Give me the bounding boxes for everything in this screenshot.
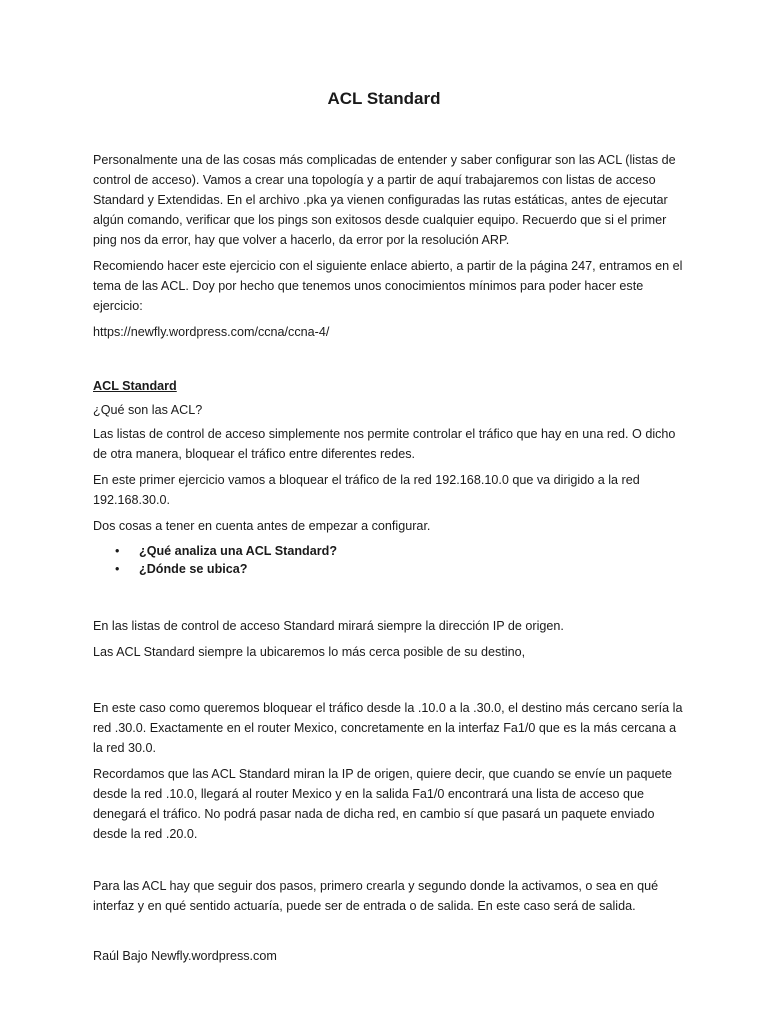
- reference-link[interactable]: https://newfly.wordpress.com/ccna/ccna-4/: [93, 325, 330, 339]
- bullet-icon: •: [115, 544, 120, 558]
- answer-paragraph-2: Las ACL Standard siempre la ubicaremos lo más cerca posible de su destino,: [93, 645, 526, 659]
- intro-paragraph-2: Recomiendo hacer este ejercicio con el siguiente enlace abierto, a partir de la página 247, entramos en el tema de las ACL. Doy por hecho que tenemos unos conocimientos mínimos para poder hacer este ejercicio:: [93, 259, 683, 313]
- bullet-icon: •: [115, 562, 120, 576]
- definition-paragraph: Las listas de control de acceso simplemente nos permite controlar el tráfico que hay en una red. O dicho de otra manera, bloquear el tráfico entre diferentes redes.: [93, 427, 676, 461]
- answer-paragraph-1: En las listas de control de acceso Standard mirará siempre la dirección IP de origen.: [93, 619, 564, 633]
- exercise-paragraph: En este primer ejercicio vamos a bloquear el tráfico de la red 192.168.10.0 que va dirigido a la red 192.168.30.0.: [93, 473, 640, 507]
- page-title: ACL Standard: [327, 89, 441, 108]
- intro-paragraph-1: Personalmente una de las cosas más complicadas de entender y saber configurar son las ACL (listas de control de acceso). Vamos a crear una topología y a partir de aquí trabajaremos con listas de acceso Standard y Extendidas. En el archivo .pka ya vienen configuradas las rutas estáticas, antes de ejecutar algún comando, verificar que los pings son exitosos desde cualquier equipo. Recuerdo que si el primer ping nos da error, hay que volver a hacerlo, da error por la resolución ARP.: [93, 153, 676, 247]
- page-footer: Raúl Bajo Newfly.wordpress.com: [93, 949, 277, 963]
- list-item: [93, 560, 683, 578]
- section-heading: ACL Standard: [93, 379, 177, 393]
- list-item-label: ¿Dónde se ubica?: [139, 562, 248, 576]
- explanation-paragraph-2: Recordamos que las ACL Standard miran la IP de origen, quiere decir, que cuando se envíe un paquete desde la red .10.0, llegará al router Mexico y en la salida Fa1/0 encontrará una lista de acceso que denegará el tráfico. No podrá pasar nada de dicha red, en cambio sí que pasará un paquete enviado desde la red .20.0.: [93, 767, 672, 841]
- document-body: [93, 150, 683, 916]
- considerations-list: [93, 542, 683, 578]
- list-item-label: ¿Qué analiza una ACL Standard?: [139, 544, 338, 558]
- explanation-paragraph-1: En este caso como queremos bloquear el tráfico desde la .10.0 a la .30.0, el destino más cercano sería la red .30.0. Exactamente en el router Mexico, concretamente en la interfaz Fa1/0 que es la más cercana a la red 30.0.: [93, 701, 683, 755]
- question-paragraph: ¿Qué son las ACL?: [93, 403, 203, 417]
- list-item: [93, 542, 683, 560]
- final-paragraph: Para las ACL hay que seguir dos pasos, primero crearla y segundo donde la activamos, o sea en qué interfaz y en qué sentido actuaría, puede ser de entrada o de salida. En este caso será de salida.: [93, 879, 659, 913]
- considerations-paragraph: Dos cosas a tener en cuenta antes de empezar a configurar.: [93, 519, 431, 533]
